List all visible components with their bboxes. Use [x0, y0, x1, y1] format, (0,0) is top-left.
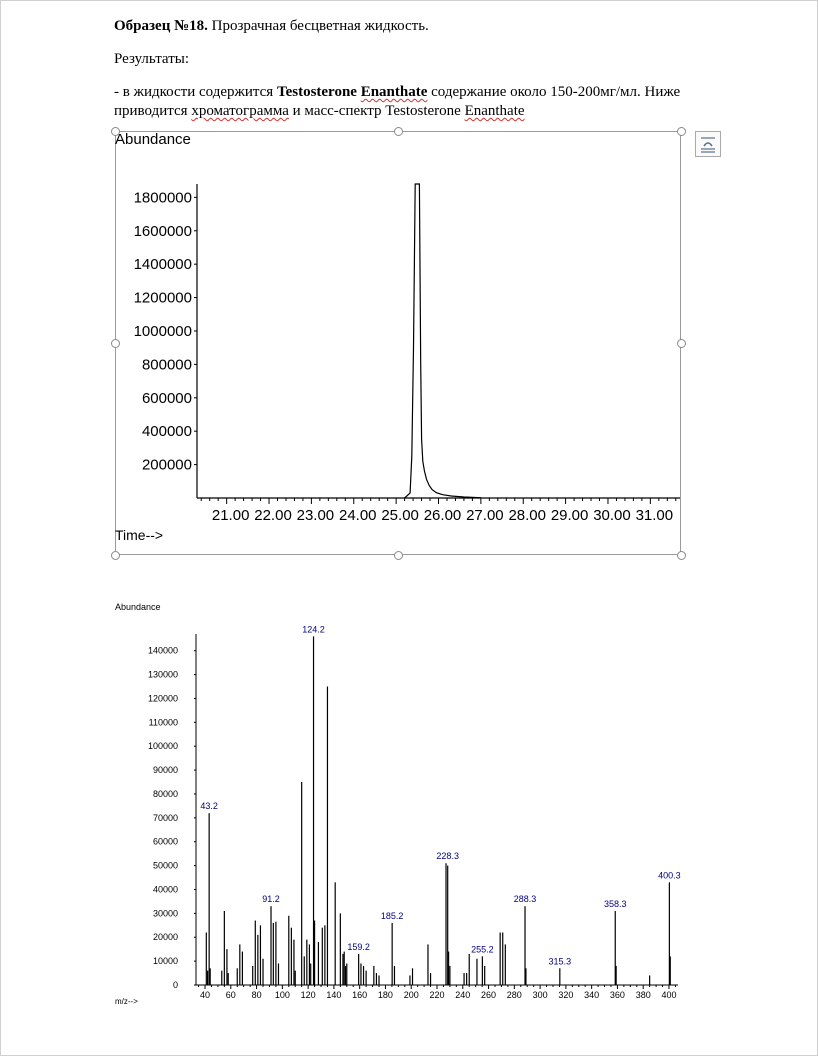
- chromatogram-x-tick-label: 30.00: [593, 507, 631, 524]
- spectrum-y-tick-label: 130000: [147, 669, 178, 680]
- spectrum-y-tick-label: 0: [172, 980, 178, 990]
- resize-handle-top-left[interactable]: [111, 127, 120, 136]
- resize-handle-middle-right[interactable]: [677, 339, 686, 348]
- spectrum-y-tick-label: 110000: [148, 717, 178, 728]
- document-body[interactable]: [114, 17, 734, 135]
- spectrum-peak-label: 288.3: [513, 894, 537, 905]
- spectrum-x-tick-label: 280: [506, 990, 522, 1000]
- spectrum-x-tick-label: 340: [584, 990, 600, 1000]
- spectrum-y-tick-label: 30000: [152, 908, 178, 919]
- chromatogram-y-tick-label: 1800000: [133, 189, 192, 207]
- sample-description: Прозрачная бесцветная жидкость.: [207, 18, 429, 34]
- layout-options-icon: [696, 132, 720, 156]
- resize-handle-top-right[interactable]: [677, 127, 686, 136]
- spectrum-peak-label: 159.2: [347, 941, 370, 952]
- chromatogram-x-tick-label: 25.00: [381, 507, 419, 524]
- spectrum-x-tick-label: 320: [558, 990, 574, 1000]
- results-text-1: - в жидкости содержится: [114, 84, 277, 100]
- chromatogram-y-tick-label: 1000000: [133, 322, 192, 340]
- chromatogram-y-tick-label: 400000: [141, 423, 192, 441]
- chromatogram-x-tick-label: 28.00: [508, 507, 547, 524]
- chromatogram-x-tick-label: 29.00: [550, 507, 589, 524]
- spectrum-peak-label: 91.2: [262, 894, 280, 905]
- spectrum-y-tick-label: 140000: [147, 645, 178, 656]
- spectrum-x-tick-label: 160: [352, 990, 368, 1000]
- resize-handle-bottom-left[interactable]: [111, 551, 120, 560]
- chromatogram-x-tick-label: 23.00: [296, 507, 335, 524]
- spectrum-x-tick-label: 100: [274, 990, 290, 1000]
- spectrum-ylabel: Abundance: [115, 602, 161, 612]
- spectrum-y-tick-label: 70000: [152, 812, 178, 823]
- chromatogram-y-tick-label: 1200000: [133, 289, 192, 307]
- chromatogram-x-tick-label: 24.00: [338, 507, 377, 524]
- chromatogram-y-tick-label: 600000: [141, 389, 192, 407]
- spectrum-peak-label: 255.2: [471, 944, 494, 955]
- results-text-3: приводится: [114, 103, 192, 119]
- spectrum-x-tick-label: 140: [326, 990, 342, 1000]
- spectrum-x-tick-label: 220: [429, 990, 445, 1000]
- spectrum-y-tick-label: 80000: [152, 788, 178, 799]
- spectrum-x-tick-label: 120: [300, 990, 316, 1000]
- results-text-4: и масс-спектр Testosterone: [288, 103, 465, 119]
- spectrum-xlabel: m/z-->: [115, 997, 138, 1006]
- spectrum-bars: [206, 636, 670, 985]
- spectrum-x-tick-label: 40: [200, 990, 211, 1000]
- spectrum-y-tick-label: 90000: [152, 765, 178, 776]
- spectrum-peak-labels: [200, 624, 680, 966]
- spectrum-axes: [148, 634, 678, 1000]
- chromatogram-x-tick-label: 31.00: [635, 507, 674, 524]
- resize-handle-top-center[interactable]: [394, 127, 403, 136]
- spectrum-y-tick-label: 20000: [152, 932, 178, 943]
- sample-number: Образец №18.: [114, 18, 208, 34]
- spectrum-x-tick-label: 80: [251, 990, 262, 1000]
- compound-name-2: Enanthate: [360, 84, 428, 100]
- chromatogram-x-tick-label: 21.00: [211, 507, 250, 524]
- spectrum-x-tick-label: 60: [225, 990, 236, 1000]
- spectrum-y-tick-label: 120000: [147, 693, 178, 704]
- spectrum-y-tick-label: 60000: [152, 836, 178, 847]
- spectrum-y-tick-label: 100000: [147, 741, 178, 752]
- spectrum-peak-label: 228.3: [436, 851, 459, 862]
- chromatogram-picture-frame[interactable]: [115, 131, 681, 555]
- compound-name-1: Testosterone: [276, 84, 357, 100]
- chromatogram-x-tick-label: 27.00: [466, 507, 504, 524]
- chromatogram-y-tick-label: 200000: [141, 456, 192, 474]
- spectrum-y-tick-label: 40000: [152, 884, 178, 895]
- chromatogram-y-tick-label: 800000: [141, 356, 192, 374]
- spectrum-peak-label: 315.3: [548, 956, 572, 967]
- spectrum-y-tick-label: 10000: [152, 956, 178, 967]
- layout-options-button[interactable]: [695, 131, 721, 157]
- spectrum-x-tick-label: 300: [532, 990, 548, 1000]
- chromatogram-y-tick-label: 1600000: [133, 222, 192, 240]
- spectrum-x-tick-label: 380: [635, 990, 651, 1000]
- resize-handle-bottom-center[interactable]: [394, 551, 403, 560]
- spectrum-peak-label: 185.2: [380, 910, 404, 921]
- spectrum-y-tick-label: 50000: [152, 860, 178, 871]
- chromatogram-word: хроматограмма: [191, 103, 289, 119]
- sample-heading: [114, 17, 734, 36]
- results-text-2: содержание около 150-200мг/мл. Ниже: [427, 84, 681, 100]
- spectrum-x-tick-label: 360: [609, 990, 625, 1000]
- chromatogram-x-tick-label: 22.00: [254, 507, 292, 524]
- resize-handle-bottom-right[interactable]: [677, 551, 686, 560]
- spectrum-peak-label: 400.3: [658, 870, 681, 881]
- enanthate-word: Enanthate: [464, 103, 525, 119]
- chromatogram-y-tick-label: 1400000: [133, 256, 192, 274]
- spectrum-peak-label: 124.2: [302, 624, 325, 635]
- spectrum-x-tick-label: 400: [661, 990, 677, 1000]
- spectrum-x-tick-label: 200: [403, 990, 419, 1000]
- spectrum-peak-label: 358.3: [603, 898, 627, 909]
- chromatogram-xlabel: Time-->: [115, 527, 164, 543]
- spectrum-peak-label: 43.2: [200, 801, 218, 812]
- spectrum-x-tick-label: 260: [481, 990, 497, 1000]
- chromatogram-x-tick-label: 26.00: [423, 507, 462, 524]
- chromatogram-ylabel: Abundance: [115, 131, 191, 148]
- results-paragraph: [114, 83, 734, 121]
- resize-handle-middle-left[interactable]: [111, 339, 120, 348]
- spectrum-x-tick-label: 180: [377, 990, 393, 1000]
- results-label: Результаты:: [114, 51, 189, 67]
- spectrum-x-tick-label: 240: [455, 990, 471, 1000]
